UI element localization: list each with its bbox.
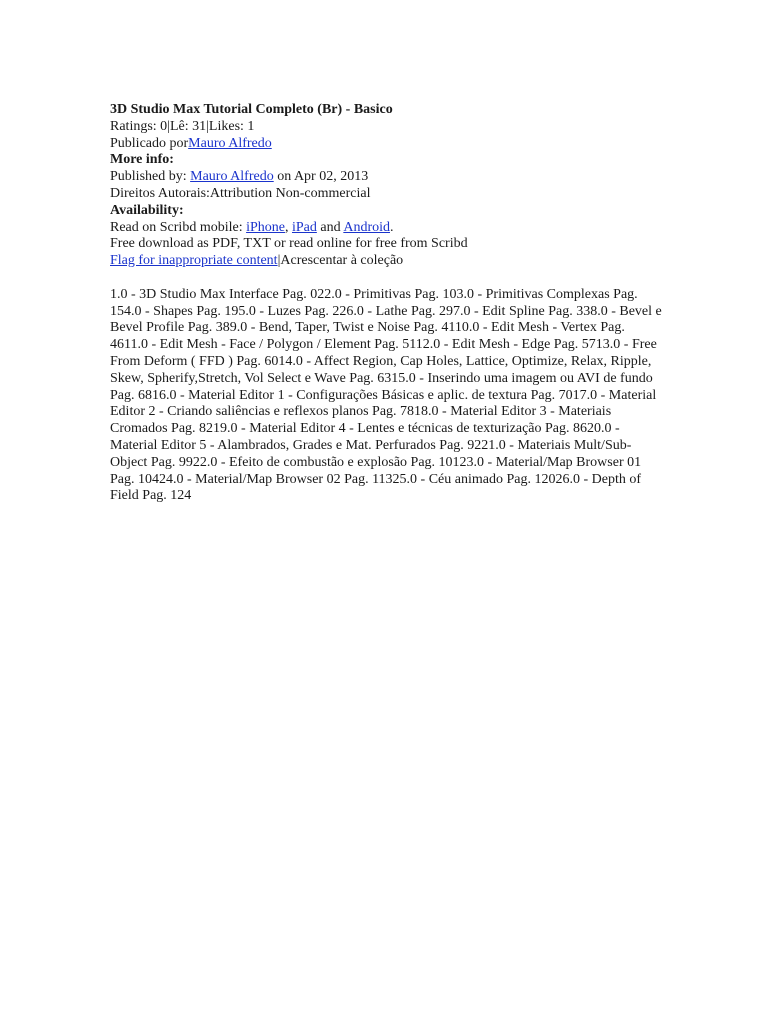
more-info-label: More info:	[110, 152, 174, 168]
published-by-label: Published by:	[110, 169, 191, 185]
publisher-prefix: Publicado por	[110, 135, 189, 151]
and-separator: and	[316, 219, 344, 235]
android-link[interactable]: Android	[343, 219, 390, 235]
add-to-collection-text[interactable]: |Acrescentar à coleção	[277, 253, 404, 269]
flag-line	[110, 253, 662, 270]
flag-content-link[interactable]: Flag for inappropriate content	[110, 253, 278, 269]
ipad-link[interactable]: iPad	[291, 219, 317, 235]
iphone-link[interactable]: iPhone	[246, 219, 285, 235]
published-date: on Apr 02, 2013	[273, 169, 369, 185]
read-on-line	[110, 220, 662, 237]
free-download-line: Free download as PDF, TXT or read online for free from Scribd	[110, 236, 468, 252]
author-link[interactable]: Mauro Alfredo	[188, 135, 272, 151]
read-on-prefix: Read on Scribd mobile:	[110, 219, 247, 235]
spacer	[110, 270, 662, 287]
publisher-line	[110, 136, 662, 153]
availability-label: Availability:	[110, 202, 184, 218]
comma-separator: ,	[284, 219, 292, 235]
document-title: 3D Studio Max Tutorial Completo (Br) - Basico	[110, 102, 393, 117]
ratings-line: Ratings: 0|Lê: 31|Likes: 1	[110, 118, 255, 134]
document-page	[110, 102, 662, 505]
published-by-author-link[interactable]: Mauro Alfredo	[190, 169, 274, 185]
copyright-line: Direitos Autorais:Attribution Non-commercial	[110, 185, 371, 201]
published-by-line	[110, 169, 662, 186]
table-of-contents: 1.0 - 3D Studio Max Interface Pag. 022.0 - Primitivas Pag. 103.0 - Primitivas Complexas Pag. 154.0 - Shapes Pag. 195.0 - Luzes Pag. 226.0 - Lathe Pag. 297.0 - Edit Spline Pag. 338.0 - Bevel e Bevel Profile Pag. 389.0 - Bend, Taper, Twist e Noise Pag. 4110.0 - Edit Mesh - Vertex Pag. 4611.0 - Edit Mesh - Face / Polygon / Element Pag. 5112.0 - Edit Mesh - Edge Pag. 5713.0 - Free From Deform ( FFD ) Pag. 6014.0 - Affect Region, Cap Holes, Lattice, Optimize, Relax, Ripple, Skew, Spherify,Stretch, Vol Select e Wave Pag. 6315.0 - Inserindo uma imagem ou AVI de fundo Pag. 6816.0 - Material Editor 1 - Configurações Básicas e aplic. de textura Pag. 7017.0 - Material Editor 2 - Criando saliências e reflexos planos Pag. 7818.0 - Material Editor 3 - Materiais Cromados Pag. 8219.0 - Material Editor 4 - Lentes e técnicas de texturização Pag. 8620.0 - Material Editor 5 - Alambrados, Grades e Mat. Perfurados Pag. 9221.0 - Materiais Mult/Sub-Object Pag. 9922.0 - Efeito de combustão e explosão Pag. 10123.0 - Material/Map Browser 01 Pag. 10424.0 - Material/Map Browser 02 Pag. 11325.0 - Céu animado Pag. 12026.0 - Depth of Field Pag. 124	[110, 286, 662, 504]
period-mark: .	[390, 219, 394, 235]
